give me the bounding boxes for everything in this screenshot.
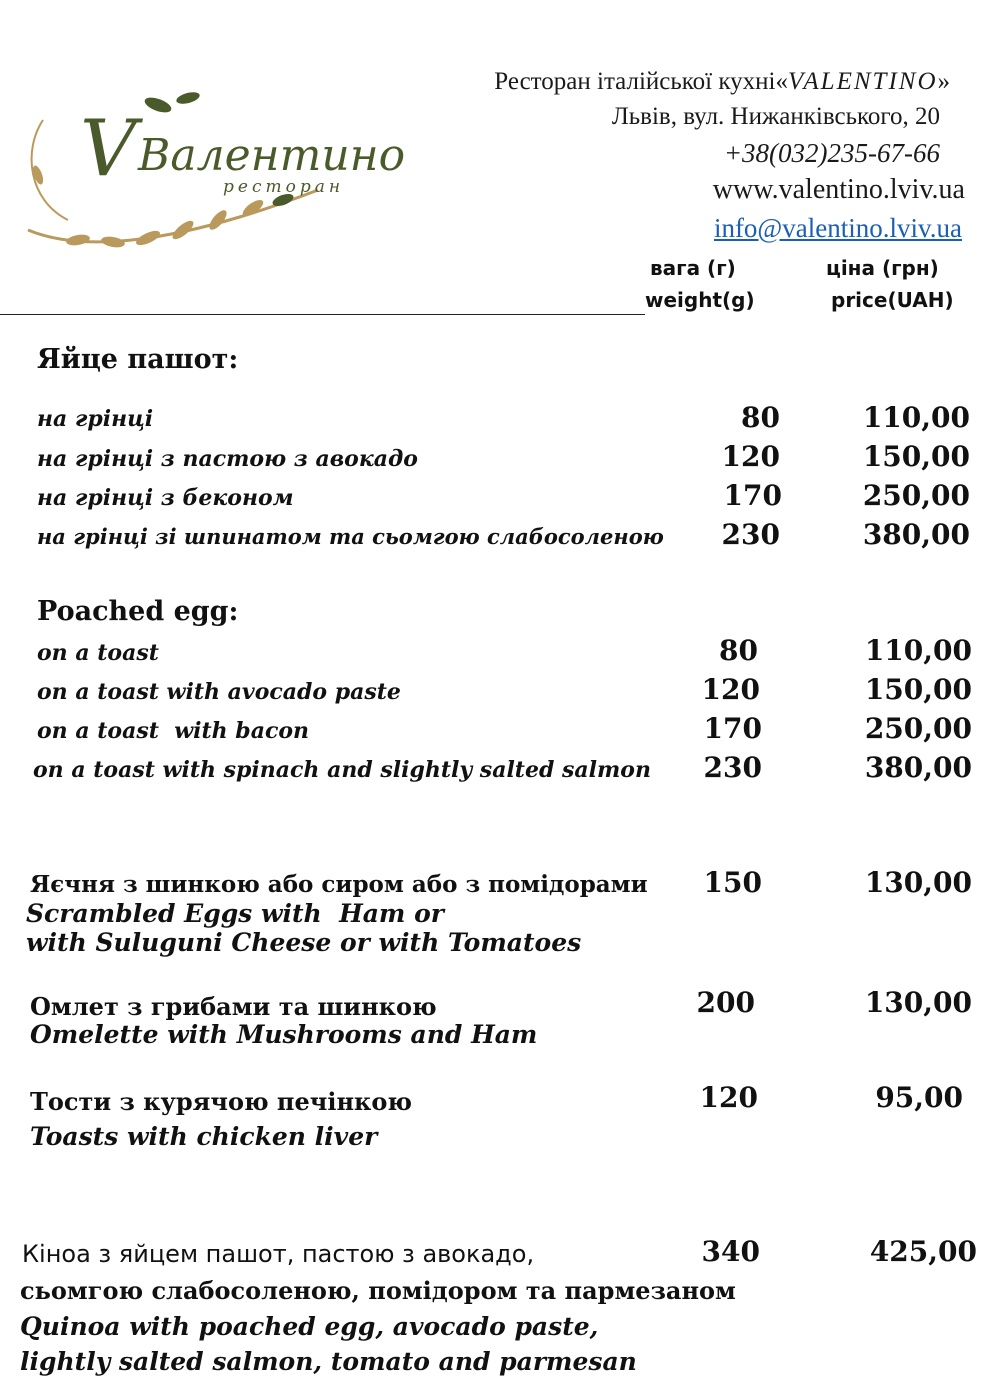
restaurant-name: VALENTINO: [788, 68, 938, 95]
menu-item-weight: 230: [703, 751, 762, 784]
header-divider: [0, 314, 645, 315]
menu-item-weight: 170: [703, 712, 762, 745]
menu-item-name: on a toast with spinach and slightly salted salmon: [33, 757, 651, 783]
dish-price: 425,00: [869, 1235, 977, 1268]
menu-item-name: on a toast: [37, 640, 159, 666]
restaurant-website: www.valentino.lviv.ua: [712, 174, 965, 205]
dish-weight: 150: [703, 866, 762, 899]
dish-name-en: Quinoa with poached egg, avocado paste,: [20, 1312, 599, 1341]
menu-item-name: на грінці: [37, 406, 154, 432]
menu-item-price: 150,00: [864, 673, 972, 706]
menu-item-price: 110,00: [864, 634, 972, 667]
restaurant-phone: +38(032)235-67-66: [723, 138, 940, 168]
dish-name-en: Omelette with Mushrooms and Ham: [30, 1020, 538, 1049]
dish-name-ua: Тости з курячою печінкою: [30, 1087, 412, 1116]
menu-item-weight: 170: [723, 479, 782, 512]
menu-item-name: on a toast with bacon: [37, 718, 310, 744]
restaurant-title: [494, 68, 950, 96]
logo-wordmark: Валентино: [138, 130, 406, 181]
logo-subtitle: ресторан: [223, 177, 345, 197]
menu-item-price: 250,00: [862, 479, 970, 512]
restaurant-title-suffix: »: [937, 68, 950, 95]
weight-header-en: weight(g): [645, 288, 755, 312]
restaurant-address: Львів, вул. Нижанківського, 20: [611, 103, 940, 130]
dish-name-en: Scrambled Eggs with Ham or: [26, 899, 444, 928]
menu-item-weight: 120: [701, 673, 760, 706]
dish-price: 130,00: [864, 986, 972, 1019]
menu-item-name: на грінці зі шпинатом та сьомгою слабосоленою: [37, 524, 664, 549]
price-header-ua: ціна (грн): [826, 256, 939, 280]
dish-weight: 340: [701, 1235, 760, 1268]
dish-name-ua: Яєчня з шинкою або сиром або з помідорами: [30, 871, 648, 898]
dish-name-ua: Кіноа з яйцем пашот, пастою з авокадо,: [22, 1240, 535, 1268]
dish-price: 95,00: [875, 1081, 963, 1114]
menu-item-name: на грінці з пастою з авокадо: [37, 446, 418, 472]
section-title-poached-ua: Яйце пашот:: [37, 344, 239, 375]
menu-item-weight: 80: [741, 401, 780, 434]
dish-weight: 120: [699, 1081, 758, 1114]
price-header-en: price(UAH): [831, 288, 954, 312]
menu-item-price: 250,00: [864, 712, 972, 745]
dish-name-en: Toasts with chicken liver: [30, 1122, 378, 1151]
menu-item-price: 110,00: [862, 401, 970, 434]
menu-item-price: 380,00: [862, 518, 970, 551]
menu-item-weight: 80: [719, 634, 758, 667]
logo-initial: V: [80, 104, 137, 194]
section-title-poached-en: Poached egg:: [37, 596, 239, 627]
dish-name-en: with Suluguni Cheese or with Tomatoes: [26, 928, 582, 957]
email-link[interactable]: info@valentino.lviv.ua: [713, 213, 962, 243]
restaurant-logo: [18, 80, 406, 250]
restaurant-title-prefix: Ресторан італійської кухні«: [494, 68, 788, 95]
dish-name-ua: сьомгою слабосоленою, помідором та пармезаном: [20, 1276, 736, 1305]
dish-name-en: lightly salted salmon, tomato and parmesan: [20, 1347, 637, 1376]
dish-name-ua: Омлет з грибами та шинкою: [30, 992, 437, 1021]
dish-weight: 200: [696, 986, 755, 1019]
menu-item-price: 380,00: [864, 751, 972, 784]
dish-price: 130,00: [864, 866, 972, 899]
menu-item-weight: 230: [721, 518, 780, 551]
menu-item-name: on a toast with avocado paste: [37, 679, 401, 705]
menu-item-price: 150,00: [862, 440, 970, 473]
weight-header-ua: вага (г): [650, 256, 736, 280]
menu-item-weight: 120: [721, 440, 780, 473]
menu-item-name: на грінці з беконом: [37, 485, 294, 511]
